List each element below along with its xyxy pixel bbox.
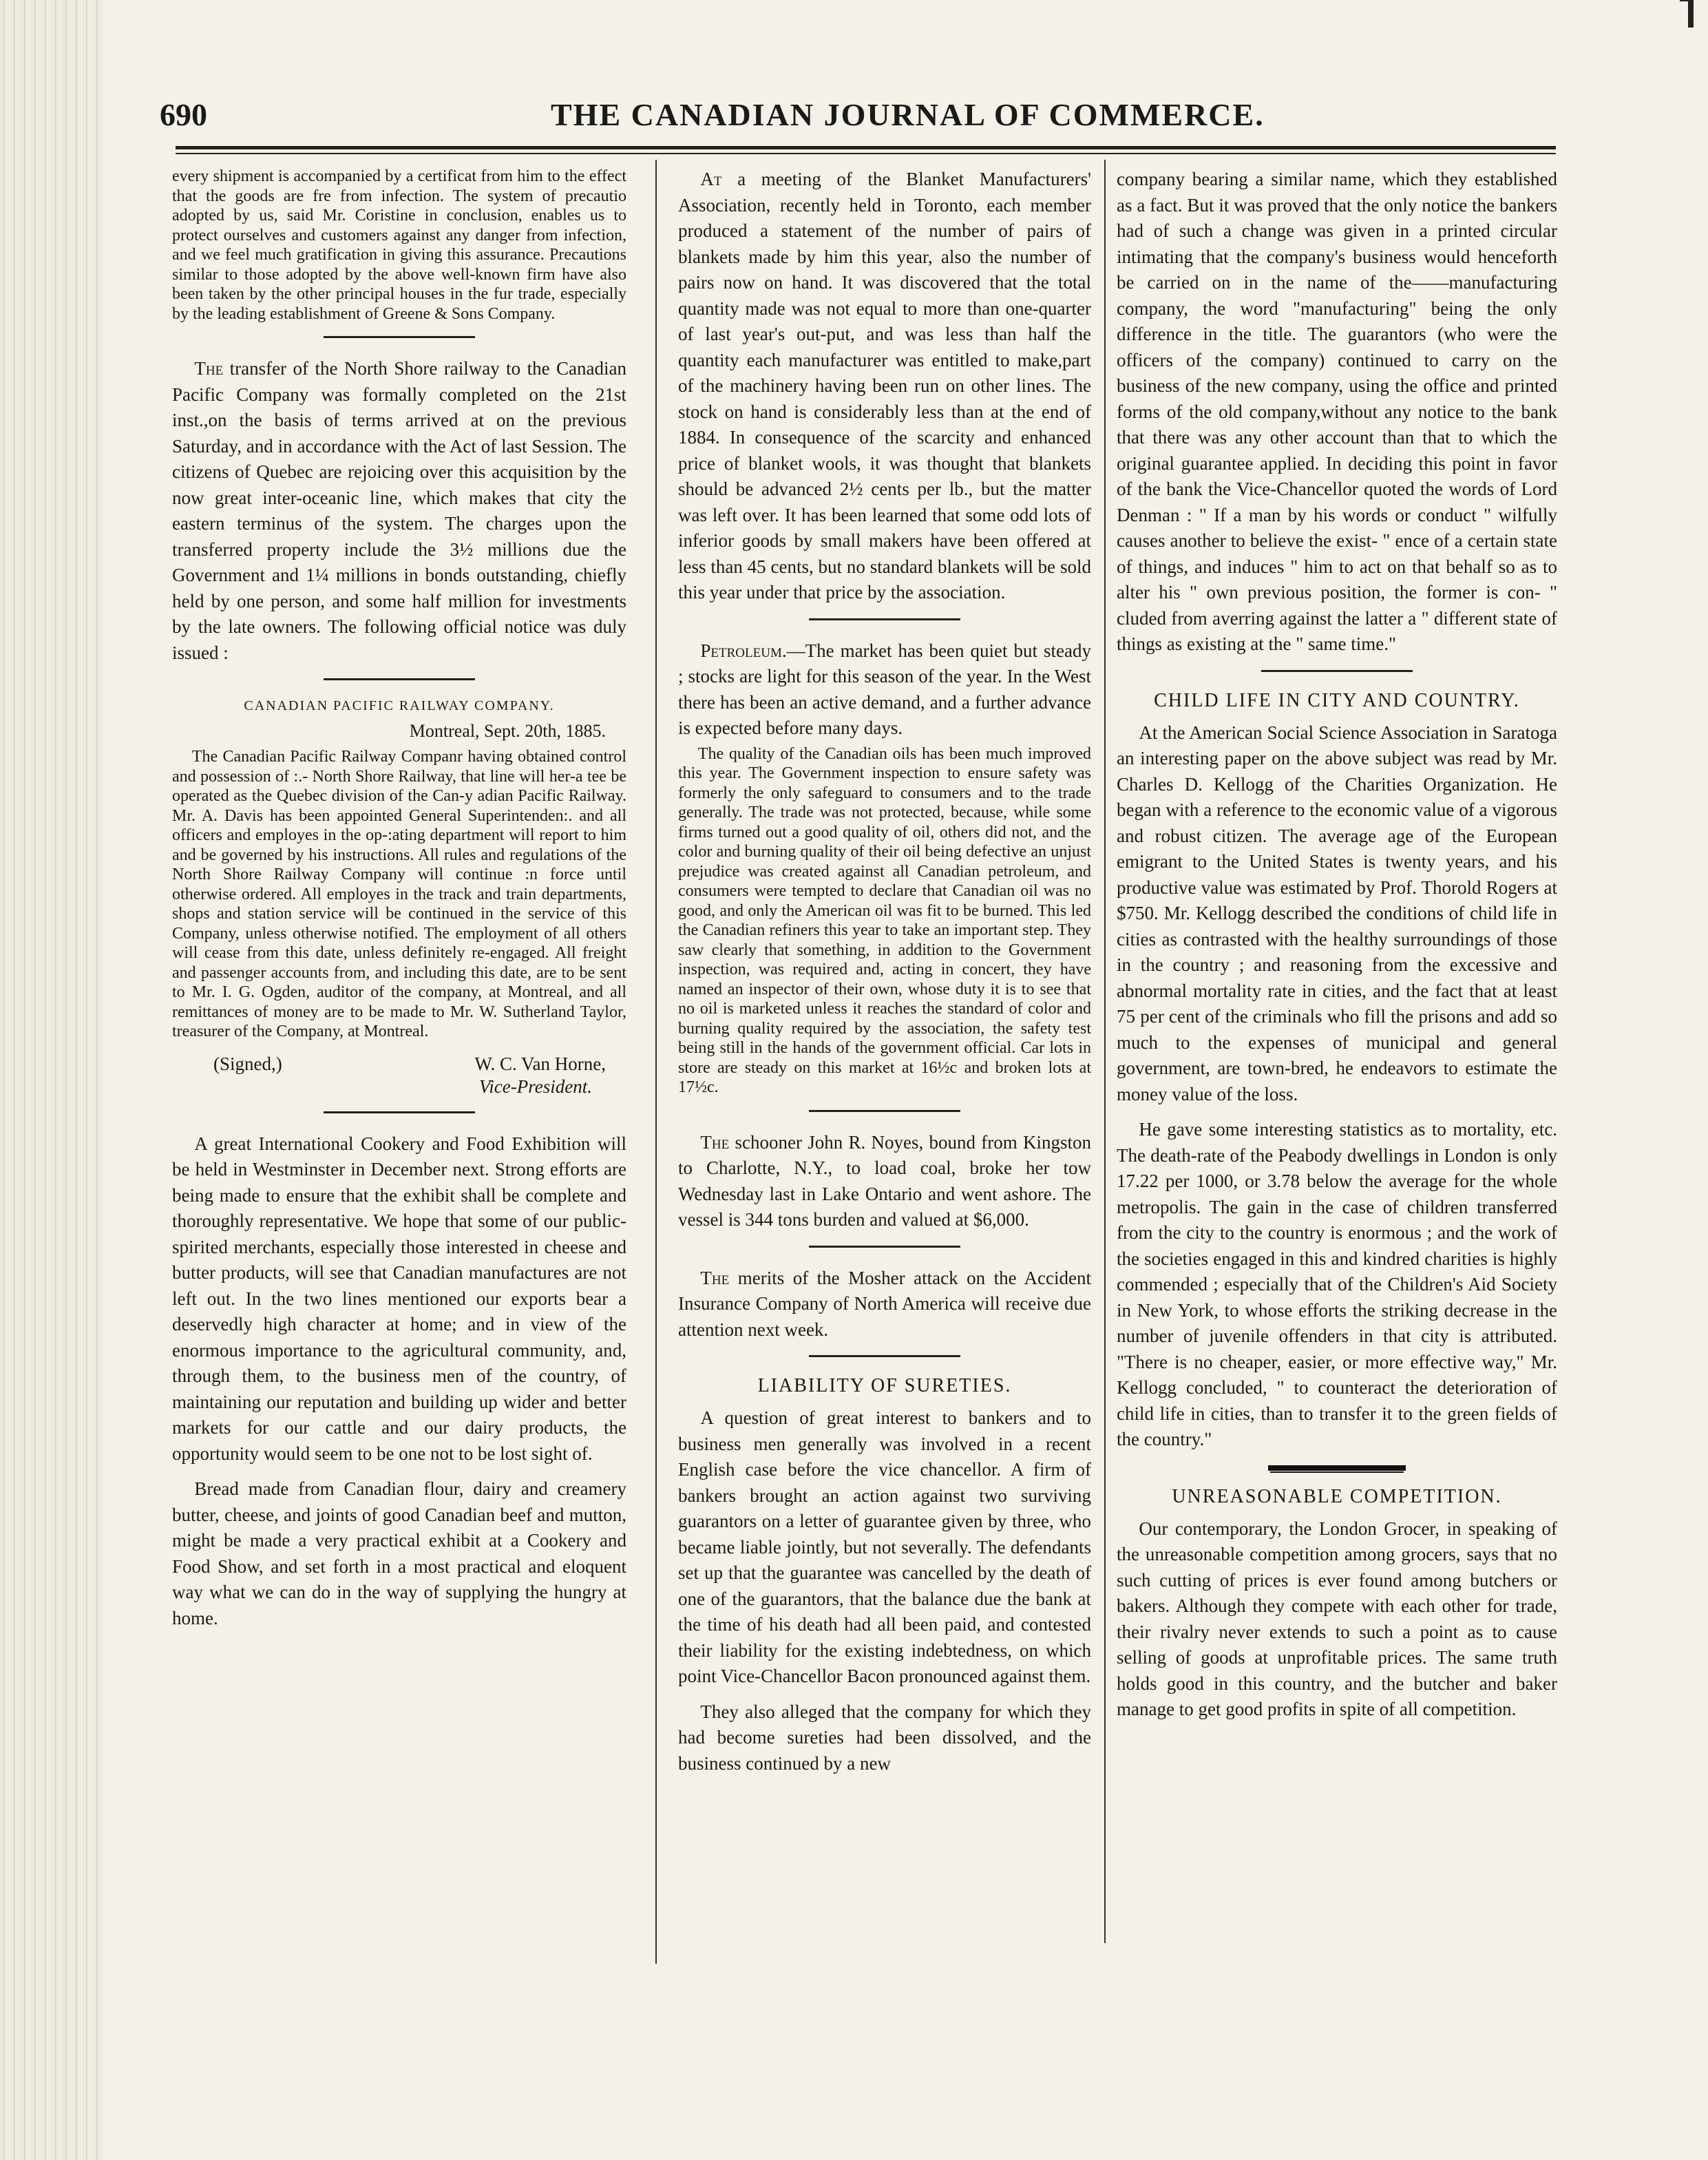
liability-heading: LIABILITY OF SURETIES.: [757, 1375, 1012, 1396]
book-binding-edge: [0, 0, 103, 2160]
header-rule: [176, 146, 1556, 149]
sureties-continued-paragraph: company bearing a similar name, which they established as a fact. But it was proved that the only notice the bankers had of such a change was given in a printed circular intimating that the company's business would henceforth be carried on in the name of the——manufacturing company, the word "manufacturing" being the only difference in the title. The guarantors (who were the officers of the company) continued to carry on the business of the new company, using the office and printed forms of the old company,without any notice to the bank that there was any other account than that to which the original guarantee applied. In deciding this point in favor of the bank the Vice-Chancellor quoted the words of Lord Denman : " If a man by his words or conduct " wilfully causes another to believe the exist- " ence of a certain state of things, and induces " him to act on that behalf so as to alter his " own previous position, the former is con- " cluded from averring against the latter a " different state of things as existing at the " same time.": [1117, 169, 1557, 654]
separator: [324, 678, 475, 680]
north-shore-railway-text: transfer of the North Shore railway to the Canadian Pacific Company was formally completed on the 21st inst.,on the basis of terms arrived at on the previous Saturday, and in accordance with the Act of last Session. The citizens of Quebec are rejoicing over this acquisition by the now great inter-oceanic line, which makes that city the eastern terminus of the system. The charges upon the transferred property include the 3½ millions due the Government and 1¼ millions in bonds outstanding, chiefly held by one person, and some half million for investments by the late owners. The following official notice was duly issued :: [172, 358, 627, 663]
page-number: 690: [160, 97, 207, 132]
lead-word: The: [700, 1131, 730, 1153]
column-3: [1117, 167, 1557, 1732]
separator: [1268, 1465, 1406, 1471]
separator: [324, 1111, 475, 1113]
sureties-paragraph: They also alleged that the company for which they had become sureties had been dissolved, and the business continued by a new: [678, 1701, 1091, 1774]
journal-title: THE CANADIAN JOURNAL OF COMMERCE.: [551, 97, 1265, 132]
schooner-text: schooner John R. Noyes, bound from Kingston to Charlotte, N.Y., to load coal, broke her tow Wednesday last in Lake Ontario and went ashore. The vessel is 344 tons burden and valued at $6,000.: [678, 1131, 1092, 1230]
signer-title: Vice-President.: [478, 1076, 592, 1097]
margin-mark: [1688, 0, 1694, 28]
signer-name: W. C. Van Horne,: [474, 1053, 606, 1074]
petroleum-lead: Petroleum.: [700, 640, 787, 661]
petroleum-paragraph: [678, 638, 1091, 742]
separator: [809, 1246, 960, 1248]
separator: [809, 1355, 960, 1357]
separator: [324, 336, 475, 338]
column-2: [678, 167, 1091, 1786]
notice-heading: CANADIAN PACIFIC RAILWAY COMPANY.: [244, 698, 555, 713]
lead-word: The: [194, 358, 224, 379]
header-rule-thin: [176, 153, 1556, 154]
notice-body: The Canadian Pacific Railway Companr having obtained control and possession of :.- North Shore Railway, that line will her-a tee be operated as the Quebec division of the Can-y adian Pacific Railway. Mr. A. Davis has been appointed General Superintenden:. and all officers and employes in the op-:ating department will report to him and be governed by his instructions. All rules and regulations of the North Shore Railway Company will continue :n force until otherwise ordered. All employes in the track and train departments, shops and station service will be continued in the service of this Company, unless otherwise notified. The employment of all others will cease from this date, unless definitely re-engaged. All freight and passenger accounts from, and including this date, are to be sent to Mr. I. G. Ogden, auditor of the company, at Montreal, and all remittances of money are to be made to Mr. W. Sutherland Taylor, treasurer of the Company, at Montreal.: [172, 748, 626, 1040]
bread-exhibit-paragraph: Bread made from Canadian flour, dairy and creamery butter, cheese, and joints of good Canadian beef and mutton, might be made a very practical exhibit at a Cookery and Food Show, and set forth in a most practical and eloquent way what we can do in the way of supplying the hungry at home.: [172, 1478, 626, 1628]
signature-line: [172, 1051, 626, 1076]
column-1: [172, 167, 626, 1641]
mosher-paragraph: [678, 1266, 1091, 1343]
schooner-paragraph: [678, 1130, 1091, 1233]
separator: [809, 1110, 960, 1112]
mosher-text: merits of the Mosher attack on the Accident Insurance Company of North America will receive due attention next week.: [678, 1267, 1092, 1340]
margin-mark-line: [1680, 0, 1694, 1]
liability-paragraph: A question of great interest to bankers and to business men generally was involved in a recent English case before the vice chancellor. A firm of bankers brought an action against two surviving guarantors on a letter of guarantee given by three, who became liable jointly, but not severally. The defendants set up that the guarantee was cancelled by the death of one of the guarantors, that the balance due the bank at the time of his death had all been paid, and contested their liability for the existing indebtedness, on which point Vice-Chancellor Bacon pronounced against them.: [678, 1407, 1091, 1686]
competition-paragraph: Our contemporary, the London Grocer, in speaking of the unreasonable competition among grocers, says that no such cutting of prices is ever found among butchers or bakers. Although they compete with each other for trade, their rivalry never extends to such a point as to cause selling of goods at unprofitable prices. The same truth holds good in this country, and the butcher and baker manage to get good profits in spite of all competition.: [1117, 1518, 1557, 1719]
child-life-paragraph: At the American Social Science Association in Saratoga an interesting paper on the above subject was read by Mr. Charles D. Kellogg of the Charities Organization. He began with a reference to the economic value of a vigorous and robust citizen. The average age of the European emigrant to the United States is twenty years, and his productive value was estimated by Prof. Thorold Rogers at $750. Mr. Kellogg described the conditions of child life in cities as contrasted with the healthy surroundings of those in the country ; and reasoning from the excessive and abnormal mortality rate in cities, and the fact that at least 75 per cent of the criminals who fill the prisons and add so much to the expenses of municipal and general government, are town-bred, he endeavors to estimate the money value of the loss.: [1117, 722, 1557, 1104]
petroleum-text: —The market has been quiet but steady ; stocks are light for this season of the year. In the West there has been an active demand, and a further advance is expected before many days.: [678, 640, 1091, 738]
unreasonable-competition-heading: UNREASONABLE COMPETITION.: [1172, 1485, 1502, 1507]
lead-word: At: [700, 169, 722, 189]
fur-precautions-paragraph: every shipment is accompanied by a certificat from him to the effect that the goods are fre from infection. The system of precautio adopted by us, said Mr. Coristine in conclusion, enables us to protect ourselves and customers against any danger from infection, and we feel much gratification in giving this assurance. Precautions similar to those adopted by the above well-known firm have also been taken by the other principal houses in the fur trade, especially by the leading establishment of Greene & Sons Company.: [172, 167, 626, 323]
notice-date: Montreal, Sept. 20th, 1885.: [409, 721, 606, 741]
blanket-text: a meeting of the Blanket Manufacturers' Association, recently held in Toronto, each member produced a statement of the number of pairs of blankets made by him this year, also the number of pairs now on hand. It was discovered that the total quantity made was not equal to more than one-quarter of last year's out-put, and was less than half the quantity each manufacturer was entitled to make,part of the machinery having been run on other lines. The stock on hand is considerably less than at the end of 1884. In consequence of the scarcity and enhanced price of blanket wools, it was thought that blankets should be advanced 2½ cents per lb., but the matter was left over. It has been learned that some odd lots of inferior goods by small makers have been offered at less than 45 cents, but no standard blankets will be sold this year under that price by the association.: [678, 169, 1092, 602]
north-shore-railway-paragraph: [172, 356, 626, 666]
column-divider-1: [655, 160, 657, 1964]
column-divider-2: [1104, 160, 1106, 1943]
separator: [1261, 670, 1413, 672]
child-life-heading: CHILD LIFE IN CITY AND COUNTRY.: [1154, 689, 1520, 711]
petroleum-quality-paragraph: The quality of the Canadian oils has been much improved this year. The Government inspection to ensure safety was formerly the only safeguard to consumers and to the trade generally. The trade was not protected, because, while some firms turned out a good quality of oil, others did not, and the color and burning quality of their oil being defective an unjust prejudice was created against all Canadian petroleum, and consumers were tempted to declare that Canadian oil was no good, and only the American oil was fit to be burned. This led the Canadian refiners this year to take an important step. They saw clearly that something, in addition to the Government inspection, was required and, acting in concert, they have named an inspector of their own, whose duty it is to see that no oil is marketed unless it reaches the standard of color and burning quality required by the association, the safety test being still in the hands of the government official. Car lots in store are steady on this market at 16½c and broken lots at 17½c.: [678, 744, 1091, 1096]
cookery-exhibition-paragraph: A great International Cookery and Food Exhibition will be held in Westminster in December next. Strong efforts are being made to ensure that the exhibit shall be complete and thoroughly representative. We hope that some of our public-spirited merchants, especially those interested in cheese and butter products, will see that Canadian manufactures are not left out. In the two lines mentioned our exports bear a deservedly high character at home; and in view of the enormous importance to the agricultural community, and, through them, to the business men of the country, of maintaining our reputation and building up wider and better markets for our cattle and our dairy products, the opportunity would seem to be one not to be lost sight of.: [172, 1133, 626, 1464]
lead-word: The: [700, 1267, 730, 1288]
signed-label: (Signed,): [213, 1053, 282, 1074]
separator: [809, 618, 960, 620]
mortality-paragraph: He gave some interesting statistics as to mortality, etc. The death-rate of the Peabody dwellings in London is only 17.22 per 1000, or 3.78 below the average for the whole metropolis. The gain in the case of children transferred from the city to the country is enormous ; and the work of the societies engaged in this and kindred charities is highly commended ; especially that of the Children's Aid Society in New York, to whose efforts the striking decrease in the number of juvenile offenders in that city is attributed. "There is no cheaper, easier, or more effective way," Mr. Kellogg concluded, " to counteract the deterioration of child life in cities, than to transfer it to the green fields of the country.": [1117, 1119, 1557, 1449]
blanket-manufacturers-paragraph: [678, 167, 1091, 606]
